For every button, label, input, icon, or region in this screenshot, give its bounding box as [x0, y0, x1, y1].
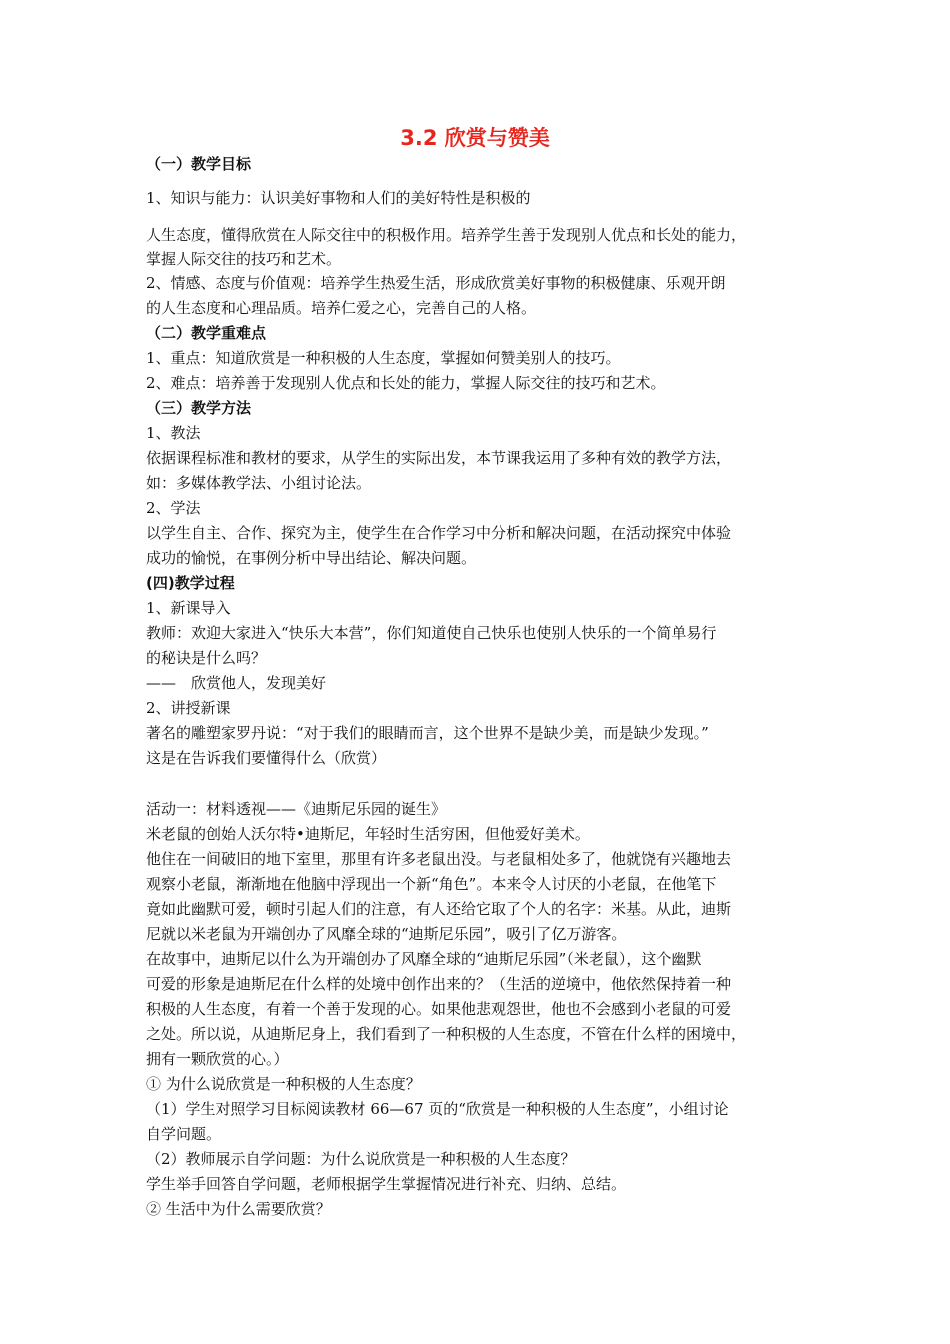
- text-line: ① 为什么说欣赏是一种积极的人生态度？: [146, 1075, 421, 1093]
- section-heading: （一）教学目标: [146, 155, 252, 173]
- text-line: 米老鼠的创始人沃尔特•迪斯尼，年轻时生活穷困，但他爱好美术。: [146, 825, 590, 843]
- text-line: 他住在一间破旧的地下室里，那里有许多老鼠出没。与老鼠相处多了，他就饶有兴趣地去: [146, 850, 732, 868]
- text-line: 2、情感、态度与价值观：培养学生热爱生活，形成欣赏美好事物的积极健康、乐观开朗: [146, 274, 726, 292]
- page-title: 3.2 欣赏与赞美: [400, 126, 550, 150]
- section-heading: （三）教学方法: [146, 399, 252, 417]
- text-line: 人生态度，懂得欣赏在人际交往中的积极作用。培养学生善于发现别人优点和长处的能力，: [146, 226, 747, 244]
- text-line: 积极的人生态度，有着一个善于发现的心。如果他悲观怨世，他也不会感到小老鼠的可爱: [146, 1000, 732, 1018]
- text-line: 拥有一颗欣赏的心。）: [146, 1050, 289, 1068]
- text-line: 成功的愉悦，在事例分析中导出结论、解决问题。: [146, 549, 477, 567]
- text-line: 教师：欢迎大家进入“快乐大本营”，你们知道使自己快乐也使别人快乐的一个简单易行: [146, 624, 717, 642]
- text-line: 可爱的形象是迪斯尼在什么样的处境中创作出来的？（生活的逆境中，他依然保持着一种: [146, 975, 732, 993]
- text-line: 活动一：材料透视——《迪斯尼乐园的诞生》: [146, 800, 447, 818]
- text-line: 在故事中，迪斯尼以什么为开端创办了风靡全球的“迪斯尼乐园”（米老鼠），这个幽默: [146, 950, 702, 968]
- text-line: 著名的雕塑家罗丹说：“对于我们的眼睛而言，这个世界不是缺少美，而是缺少发现。”: [146, 724, 709, 742]
- text-line: （2）教师展示自学问题：为什么说欣赏是一种积极的人生态度？: [146, 1150, 576, 1168]
- text-line: 1、重点：知道欣赏是一种积极的人生态度，掌握如何赞美别人的技巧。: [146, 349, 621, 367]
- text-line: 1、知识与能力：认识美好事物和人们的美好特性是积极的: [146, 189, 531, 207]
- text-line: 这是在告诉我们要懂得什么（欣赏）: [146, 749, 387, 767]
- text-line: 1、新课导入: [146, 599, 231, 617]
- text-line: 尼就以米老鼠为开端创办了风靡全球的“迪斯尼乐园”，吸引了亿万游客。: [146, 925, 627, 943]
- text-line: 2、学法: [146, 499, 201, 517]
- text-line: 学生举手回答自学问题，老师根据学生掌握情况进行补充、归纳、总结。: [146, 1175, 627, 1193]
- section-heading: (四)教学过程: [146, 574, 235, 592]
- text-line: 之处。所以说，从迪斯尼身上，我们看到了一种积极的人生态度，不管在什么样的困境中，: [146, 1025, 747, 1043]
- text-line: 2、讲授新课: [146, 699, 231, 717]
- text-line: 以学生自主、合作、探究为主，使学生在合作学习中分析和解决问题，在活动探究中体验: [146, 524, 732, 542]
- text-line: 自学问题。: [146, 1125, 222, 1143]
- text-line: —— 欣赏他人，发现美好: [146, 674, 327, 692]
- text-line: 的秘诀是什么吗？: [146, 649, 267, 667]
- text-line: ② 生活中为什么需要欣赏？: [146, 1200, 331, 1218]
- section-heading: （二）教学重难点: [146, 324, 267, 342]
- text-line: 2、难点：培养善于发现别人优点和长处的能力，掌握人际交往的技巧和艺术。: [146, 374, 666, 392]
- text-line: 掌握人际交往的技巧和艺术。: [146, 250, 342, 268]
- text-line: 依据课程标准和教材的要求，从学生的实际出发，本节课我运用了多种有效的教学方法，: [146, 449, 732, 467]
- text-line: 观察小老鼠，渐渐地在他脑中浮现出一个新“角色”。本来令人讨厌的小老鼠，在他笔下: [146, 875, 717, 893]
- text-line: 竟如此幽默可爱，顿时引起人们的注意，有人还给它取了个人的名字：米基。从此，迪斯: [146, 900, 732, 918]
- text-line: 1、教法: [146, 424, 201, 442]
- text-line: （1）学生对照学习目标阅读教材 66—67 页的“欣赏是一种积极的人生态度”，小组讨论: [146, 1100, 729, 1118]
- text-line: 的人生态度和心理品质。培养仁爱之心，完善自己的人格。: [146, 299, 537, 317]
- text-line: 如：多媒体教学法、小组讨论法。: [146, 474, 372, 492]
